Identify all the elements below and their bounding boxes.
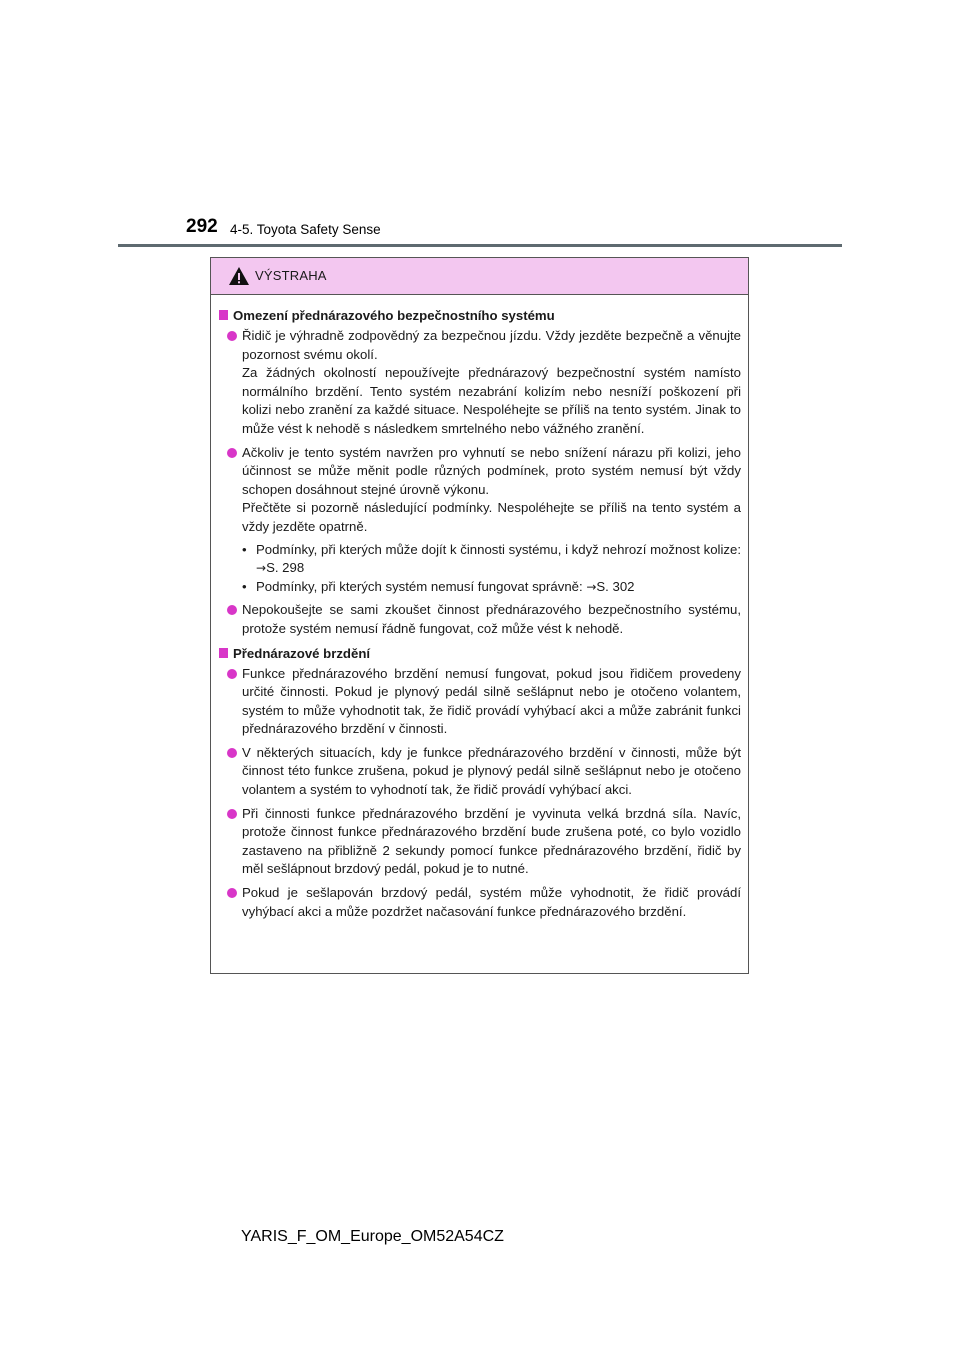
reference-item [242, 578, 741, 597]
warning-bullet-item [218, 327, 741, 439]
section-title: 4-5. Toyota Safety Sense [230, 222, 381, 237]
reference-list [242, 541, 741, 597]
paragraph: Ačkoliv je tento systém navržen pro vyhnutí se nebo snížení nárazu při kolizi, jeho účinnost se může měnit podle různých podmínek, proto systém nemusí být vždy schopen dosáhnout stejné úrovně výkonu. [242, 444, 741, 497]
paragraph: Funkce přednárazového brzdění nemusí fungovat, pokud jsou řidičem provedeny určité činnosti. Pokud je plynový pedál silně sešlápnut nebo je otočeno volantem, systém to může vyhodnotit tak, že řidič provádí vyhýbací akci a může zabránit funkci přednárazového brzdění v činnosti. [242, 665, 741, 737]
warning-bullet-item [218, 744, 741, 800]
paragraph: Za žádných okolností nepoužívejte přednárazový bezpečnostní systém namísto normálního brzdění. Tento systém nezabrání kolizím nebo nesníží poškození při kolizi nebo zranění za každé situace. Nespoléhejte se příliš na tento systém. Jinak to může vést k nehodě s následkem smrtelného nebo vážného zranění. [242, 365, 741, 436]
paragraph: Při činnosti funkce přednárazového brzdění je vyvinuta velká brzdná síla. Navíc, protože činnost funkce přednárazového brzdění bude zrušena poté, co bylo vozidlo zastaveno na přibližně 2 sekundy pomocí funkce přednárazového brzdění, řidič by měl sešlápnout brzdový pedál, pokud je to nutné. [242, 805, 741, 877]
paragraph: Řidič je výhradně zodpovědný za bezpečnou jízdu. Vždy jezděte bezpečně a věnujte pozornost svému okolí. [242, 328, 741, 362]
page-reference: S. 298 [266, 560, 305, 576]
page-reference: S. 302 [596, 578, 635, 594]
list-dot-mark: • [242, 578, 247, 594]
circle-bullet-icon [227, 605, 237, 615]
section-heading [218, 306, 741, 325]
paragraph: Nepokoušejte se sami zkoušet činnost přednárazového bezpečnostního systému, protože systém nemusí řádně fungovat, což může vést k nehodě. [242, 602, 741, 636]
reference-item [242, 541, 741, 578]
arrow-icon: → [586, 579, 597, 594]
section-heading-text: Omezení přednárazového bezpečnostního systému [233, 308, 555, 323]
warning-title: VÝSTRAHA [255, 268, 327, 283]
page-number: 292 [186, 216, 218, 237]
circle-bullet-icon [227, 669, 237, 679]
warning-header [211, 258, 748, 295]
reference-text: Podmínky, při kterých může dojít k činnosti systému, i když nehrozí možnost kolize: [256, 541, 741, 557]
reference-text: Podmínky, při kterých systém nemusí fungovat správně: [256, 578, 583, 594]
paragraph: Přečtěte si pozorně následující podmínky. Nespoléhejte se příliš na tento systém a vždy jezděte opatrně. [242, 500, 741, 534]
section-heading [218, 644, 741, 663]
circle-bullet-icon [227, 809, 237, 819]
square-bullet-icon [219, 310, 228, 320]
document-code: YARIS_F_OM_Europe_OM52A54CZ [241, 1228, 504, 1245]
warning-bullet-item [218, 601, 741, 638]
circle-bullet-icon [227, 888, 237, 898]
warning-bullet-item [218, 805, 741, 879]
header-rule [118, 244, 842, 247]
warning-bullet-item [218, 665, 741, 739]
arrow-icon: → [256, 561, 267, 576]
section-heading-text: Přednárazové brzdění [233, 645, 371, 661]
warning-box [210, 257, 749, 974]
paragraph: Pokud je sešlapován brzdový pedál, systém může vyhodnotit, že řidič provádí vyhýbací akci a může pozdržet načasování funkce přednárazového brzdění. [242, 885, 741, 919]
warning-bullet-item [218, 884, 741, 921]
circle-bullet-icon [227, 448, 237, 458]
square-bullet-icon [219, 648, 228, 658]
circle-bullet-icon [227, 331, 237, 341]
circle-bullet-icon [227, 748, 237, 758]
paragraph: V některých situacích, kdy je funkce přednárazového brzdění v činnosti, může být činnost této funkce zrušena, pokud je plynový pedál silně sešlápnut nebo je otočeno volantem a systém to vyhodnotí tak, že řidič provádí vyhýbací akci. [242, 744, 741, 798]
warning-bullet-item [218, 444, 741, 597]
list-dot-mark: • [242, 541, 247, 557]
warning-content [211, 295, 748, 921]
warning-triangle-icon [228, 266, 250, 286]
